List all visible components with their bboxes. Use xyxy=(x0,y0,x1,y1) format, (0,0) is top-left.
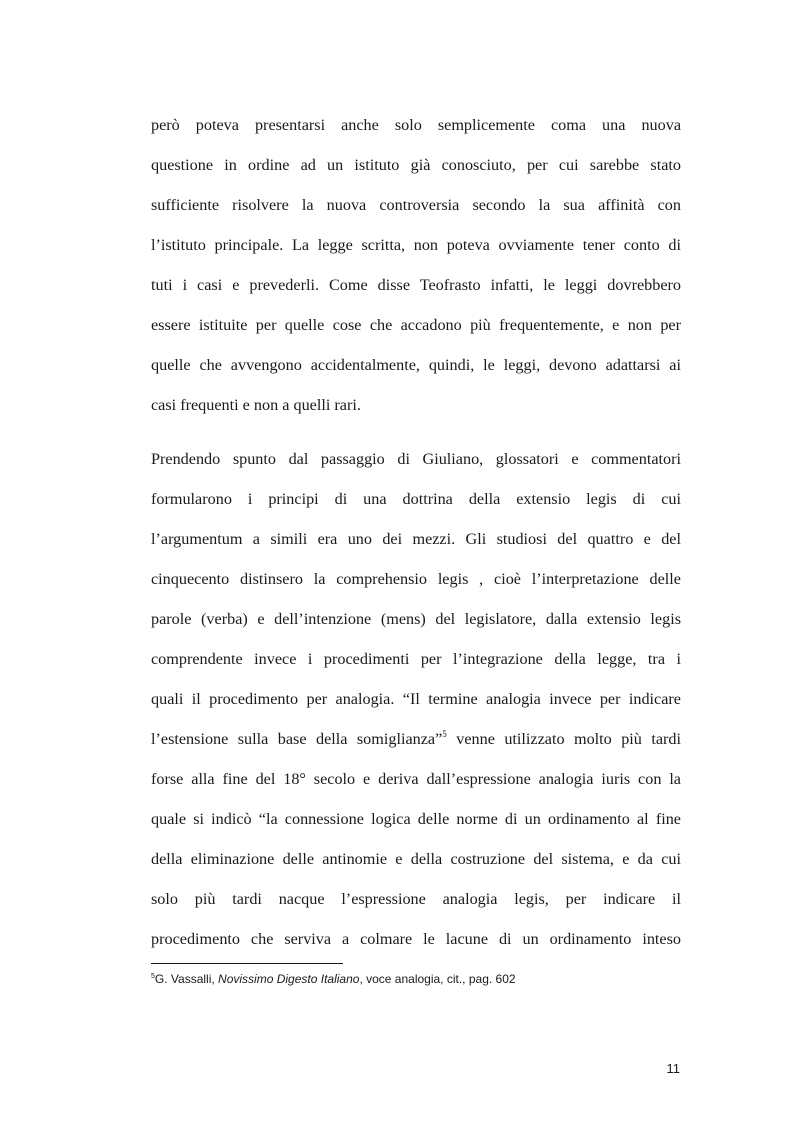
text-line: comprendente invece i procedimenti per l’integrazione della legge, tra i xyxy=(151,650,681,668)
footnote-title: Novissimo Digesto Italiano xyxy=(218,972,360,986)
text-line: però poteva presentarsi anche solo semplicemente coma una nuova xyxy=(151,116,681,134)
text-line: essere istituite per quelle cose che accadono più frequentemente, e non per xyxy=(151,316,681,334)
text-line: cinquecento distinsero la comprehensio legis , cioè l’interpretazione delle xyxy=(151,570,681,588)
text-line: l’istituto principale. La legge scritta, non poteva ovviamente tener conto di xyxy=(151,236,681,254)
text-line: parole (verba) e dell’intenzione (mens) del legislatore, dalla extensio legis xyxy=(151,610,681,628)
paragraph-2 xyxy=(151,444,681,964)
text-line: quale si indicò “la connessione logica delle norme di un ordinamento al fine xyxy=(151,810,681,828)
line-text-before-ref: l’estensione sulla base della somiglianza” xyxy=(151,730,443,748)
footnote-ref[interactable]: 5 xyxy=(442,729,447,739)
text-line: quelle che avvengono accidentalmente, quindi, le leggi, devono adattarsi ai xyxy=(151,356,681,374)
footnote xyxy=(151,972,681,986)
footnote-author: G. Vassalli, xyxy=(154,972,219,986)
page-number: 11 xyxy=(666,1061,680,1076)
text-line: Prendendo spunto dal passaggio di Giuliano, glossatori e commentatori xyxy=(151,450,681,468)
text-line: forse alla fine del 18° secolo e deriva dall’espressione analogia iuris con la xyxy=(151,770,681,788)
text-line: procedimento che serviva a colmare le lacune di un ordinamento inteso xyxy=(151,930,681,948)
text-line: solo più tardi nacque l’espressione analogia legis, per indicare il xyxy=(151,890,681,908)
text-line: casi frequenti e non a quelli rari. xyxy=(151,396,361,414)
text-line: della eliminazione delle antinomie e della costruzione del sistema, e da cui xyxy=(151,850,681,868)
text-line: sufficiente risolvere la nuova controversia secondo la sua affinità con xyxy=(151,196,681,214)
text-line: formularono i principi di una dottrina della extensio legis di cui xyxy=(151,490,681,508)
text-line: l’argumentum a simili era uno dei mezzi. Gli studiosi del quattro e del xyxy=(151,530,681,548)
text-line: tuti i casi e prevederli. Come disse Teofrasto infatti, le leggi dovrebbero xyxy=(151,276,681,294)
line-text-after-ref: venne utilizzato molto più tardi xyxy=(446,730,681,748)
footnote-number: 5 xyxy=(151,973,155,980)
paragraph-gap xyxy=(151,430,681,444)
footnote-rest: , voce analogia, cit., pag. 602 xyxy=(359,972,516,986)
text-line: questione in ordine ad un istituto già conosciuto, per cui sarebbe stato xyxy=(151,156,681,174)
footnote-separator xyxy=(151,963,343,964)
text-line: quali il procedimento per analogia. “Il termine analogia invece per indicare xyxy=(151,690,681,708)
page-body xyxy=(151,110,681,964)
paragraph-1 xyxy=(151,110,681,430)
text-line-with-ref xyxy=(151,724,681,764)
